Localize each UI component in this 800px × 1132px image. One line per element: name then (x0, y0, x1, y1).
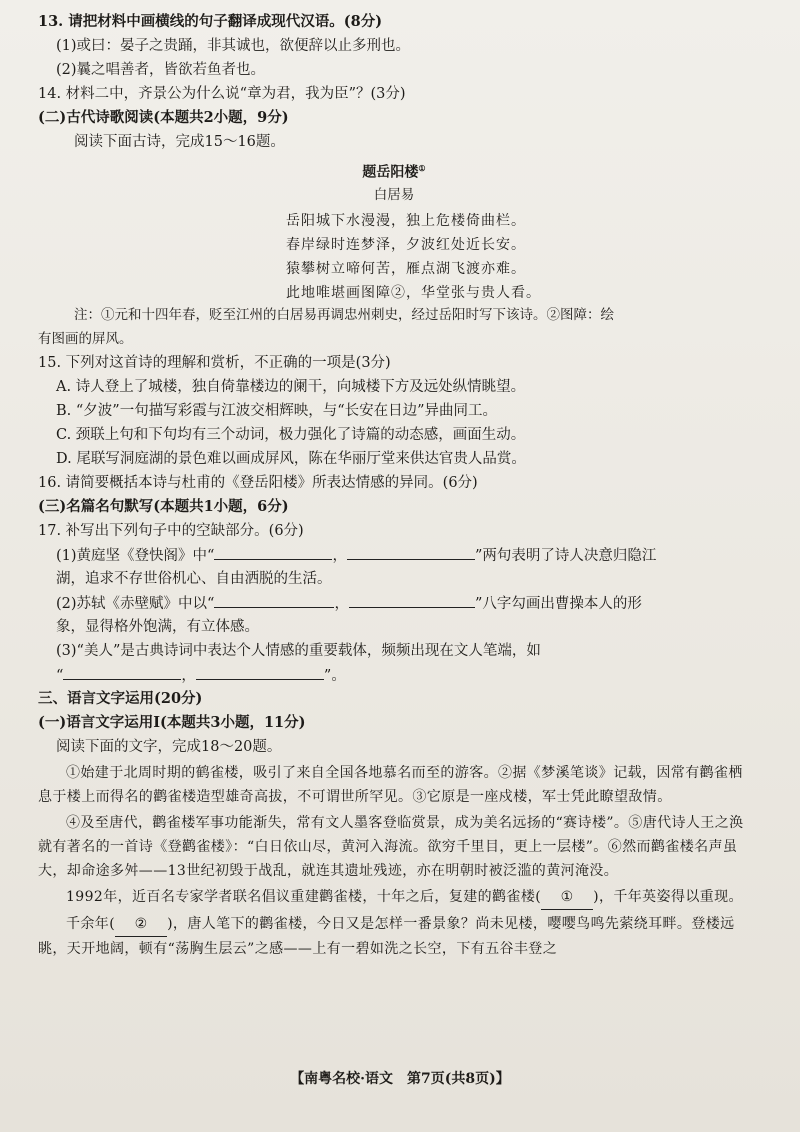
passage-paragraph-3 (38, 885, 750, 910)
poem-title-row (38, 158, 750, 183)
q17-item-2-cont: 象，显得格外饱满，有立体感。 (56, 618, 259, 635)
passage-blank-2[interactable]: ② (115, 912, 167, 937)
q15-option-c: C. 颈联上句和下句均有三个动词，极力强化了诗篇的动态感，画面生动。 (56, 426, 526, 443)
poem-note-mark: ① (418, 163, 426, 173)
q17-item-3: (3)“美人”是古典诗词中表达个人情感的重要载体，频频出现在文人笔端，如 (56, 642, 541, 659)
part-3-intro: 阅读下面的文字，完成18～20题。 (56, 738, 282, 755)
q17-item-2 (38, 593, 750, 613)
q17-3-blank-2[interactable] (196, 665, 324, 680)
section-2-header: (二)古代诗歌阅读(本题共2小题，9分) (38, 109, 289, 126)
poem-author: 白居易 (373, 186, 415, 203)
q17-1-blank-2[interactable] (347, 545, 475, 560)
q17-1-sep: ， (332, 547, 347, 564)
passage-paragraph-1 (38, 761, 750, 809)
passage-blank-1[interactable]: ① (541, 885, 593, 910)
section-2-intro: 阅读下面古诗，完成15～16题。 (74, 134, 285, 150)
q13-stem: 13. 请把材料中画横线的句子翻译成现代汉语。(8分) (38, 13, 383, 30)
q17-item-1-cont: 湖，追求不存世俗机心、自由洒脱的生活。 (56, 570, 332, 587)
q13-sentence-1: (1)或曰：晏子之贵踊，非其诚也，欲便辞以止多刑也。 (56, 38, 411, 54)
poem-line: 春岸绿时连梦泽，夕波红处近长安。 (286, 236, 526, 253)
q15-stem: 15. 下列对这首诗的理解和赏析，不正确的一项是(3分) (38, 354, 391, 371)
q17-2-blank-1[interactable] (214, 593, 334, 608)
q16-stem: 16. 请简要概括本诗与杜甫的《登岳阳楼》所表达情感的异同。(6分) (38, 474, 478, 491)
q17-2-blank-2[interactable] (349, 593, 475, 608)
q17-2-sep: ， (334, 595, 349, 612)
q17-3-close: ”。 (323, 667, 346, 684)
passage-text-4a: 千余年( (66, 915, 116, 932)
poem-note-1: 注：①元和十四年春，贬至江州的白居易再调忠州刺史，经过岳阳时写下该诗。②图障：绘 (74, 306, 614, 323)
q17-1-text-a: (1)黄庭坚《登快阁》中“ (56, 547, 215, 564)
q17-item-3-blanks (38, 665, 750, 685)
q17-1-text-b: ”两句表明了诗人决意归隐江 (474, 547, 657, 564)
q17-2-text-a: (2)苏轼《赤壁赋》中以“ (56, 595, 215, 612)
q17-1-blank-1[interactable] (214, 545, 332, 560)
passage-paragraph-4 (38, 912, 750, 961)
q15-option-d: D. 尾联写洞庭湖的景色难以画成屏风，陈在华丽厅堂来供达官贵人品赏。 (56, 450, 526, 467)
passage-text-2: ④及至唐代，鹳雀楼军事功能渐失，常有文人墨客登临赏景，成为美名远扬的“赛诗楼”。⑤唐代诗人王之涣就有著名的一首诗《登鹳雀楼》：“白日依山尽，黄河入海流。欲穷千里目，更上一层楼”。⑥然而鹳雀楼名声虽大，却命途多舛——13世纪初毁于战乱，就连其遗址残迹，亦在明朝时被泛滥的黄河淹没。 (38, 814, 744, 879)
q17-2-text-b: ”八字勾画出曹操本人的形 (474, 595, 642, 612)
passage-paragraph-2 (38, 811, 750, 883)
q17-stem: 17. 补写出下列句子中的空缺部分。(6分) (38, 522, 304, 539)
q17-3-sep: ， (181, 667, 196, 684)
part-3-sub-header: (一)语言文字运用Ⅰ(本题共3小题，11分) (38, 713, 306, 731)
passage-text-1: ①始建于北周时期的鹤雀楼，吸引了来自全国各地慕名而至的游客。②据《梦溪笔谈》记载，因常有鹳雀栖息于楼上而得名的鹳雀楼造型雄奇高拔，不可谓世所罕见。③它原是一座戍楼，军士凭此瞭望敌情。 (38, 764, 743, 805)
part-3-header: 三、语言文字运用(20分) (38, 689, 203, 707)
poem-line: 岳阳城下水漫漫，独上危楼倚曲栏。 (286, 212, 526, 229)
q14-stem: 14. 材料二中，齐景公为什么说“章为君，我为臣”？(3分) (38, 86, 406, 102)
passage-text-3a: 1992年，近百名专家学者联名倡议重建鹳雀楼，十年之后，复建的鹳雀楼( (66, 888, 542, 905)
poem-title: 题岳阳楼 (362, 164, 419, 181)
q17-3-blank-1[interactable] (63, 665, 181, 680)
q15-option-a: A. 诗人登上了城楼，独自倚靠楼边的阑干，向城楼下方及远处纵情眺望。 (56, 378, 526, 395)
poem-line: 猿攀树立啼何苦，雁点湖飞渡亦难。 (286, 260, 526, 277)
poem-body (38, 209, 750, 305)
q13-sentence-2: (2)曩之唱善者，皆欲若鱼者也。 (56, 62, 266, 78)
q17-3-open: “ (56, 667, 64, 684)
poem-note-2: 有图画的屏风。 (38, 330, 133, 347)
poem-line: 此地唯堪画图障②，华堂张与贵人看。 (286, 284, 541, 301)
passage-text-4b: )，唐人笔下的鹳雀楼，今日又是怎样一番景象？尚未见楼，嘤嘤鸟鸣先萦绕耳畔。登楼远眺，天开地阔，顿有“荡胸生层云”之感——上有一碧如洗之长空，下有五谷丰登之 (38, 915, 735, 957)
section-3-header: (三)名篇名句默写(本题共1小题，6分) (38, 497, 289, 515)
page-content (38, 12, 750, 963)
q15-option-b: B. “夕波”一句描写彩霞与江波交相辉映，与“长安在日边”异曲同工。 (56, 402, 498, 419)
page-footer: 【南粤名校·语文 第7页(共8页)】 (290, 1071, 510, 1087)
passage-text-3b: )，千年英姿得以重现。 (593, 888, 743, 905)
q17-item-1 (38, 545, 750, 565)
